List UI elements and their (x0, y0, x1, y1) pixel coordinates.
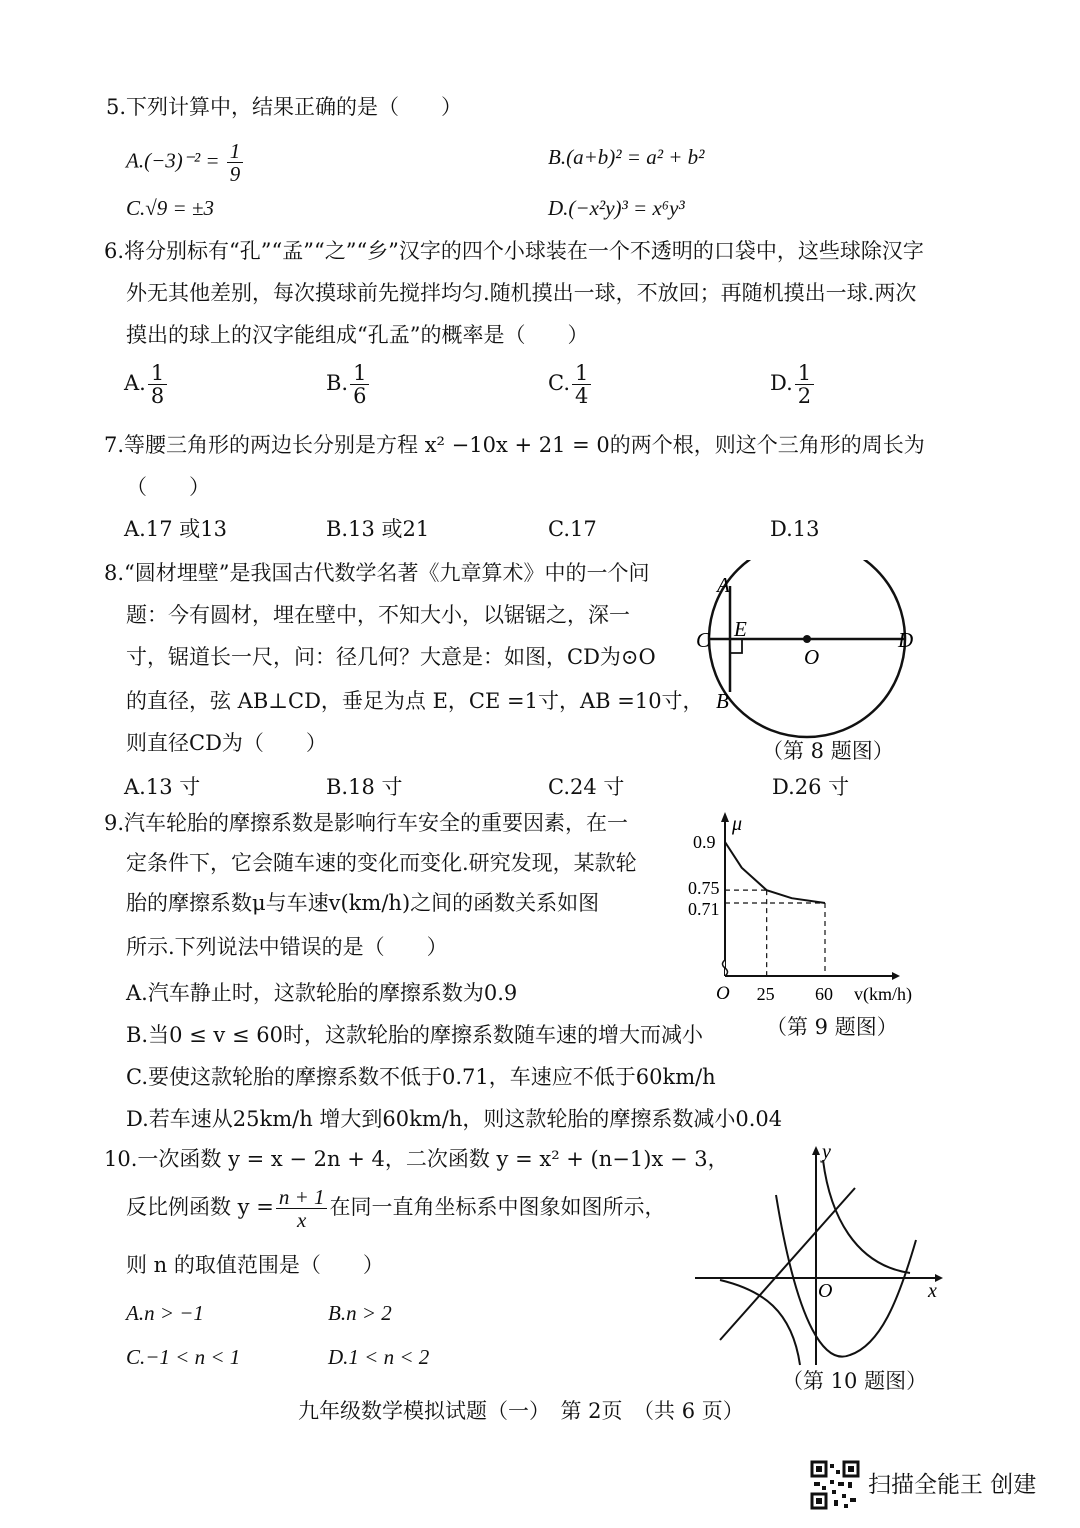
q9-y-label: μ (732, 813, 743, 835)
q10-fraction: $\frac{n + 1}{x}$ (276, 1186, 328, 1231)
q10-x-label: x (928, 1280, 937, 1302)
q9-ytick-071: 0.71 (688, 899, 720, 919)
q6-option-c: C. $\frac{1}{4}$ (548, 362, 593, 407)
q8-caption: （第 8 题图） (762, 739, 894, 763)
q9-ytick-075: 0.75 (688, 878, 720, 899)
q6-line1: 6.将分别标有“孔”“孟”“之”“乡”汉字的四个小球装在一个不透明的口袋中，这些球除汉字 (104, 239, 924, 263)
q5-option-a: A.(−3)⁻² = $\frac{1}{9}$ (126, 140, 245, 185)
q5-stem: 5.下列计算中，结果正确的是（ ） (106, 95, 463, 119)
q10-hyperbola-branch-2 (720, 1280, 800, 1365)
q8-right-angle-mark (730, 639, 742, 653)
q5-option-b: B.(a+b)² = a² + b² (548, 145, 705, 169)
q8-option-c: C.24 寸 (548, 775, 625, 799)
q8-line3: 寸，锯道长一尺，问：径几何？大意是：如图，CD为⊙O (126, 645, 656, 669)
q9-axis-break (723, 960, 728, 976)
q8-line1: 8.“圆材埋壁”是我国古代数学名著《九章算术》中的一个问 (104, 561, 650, 585)
q9-y-axis-arrow (721, 812, 729, 822)
q9-option-c: C.要使这款轮胎的摩擦系数不低于0.71，车速应不低于60km/h (126, 1065, 716, 1089)
q8-label-d: D (898, 628, 914, 652)
q9-xtick-25: 25 (756, 984, 775, 1004)
q8-line2: 题：今有圆材，埋在壁中，不知大小，以锯锯之，深一 (126, 603, 630, 627)
q7-option-c: C.17 (548, 517, 597, 541)
q8-option-d: D.26 寸 (772, 775, 850, 799)
q9-option-a: A.汽车静止时，这款轮胎的摩擦系数为0.9 (126, 981, 518, 1005)
q9-xtick-60: 60 (815, 984, 833, 1004)
q6-option-a: A. $\frac{1}{8}$ (124, 362, 169, 407)
q8-circle-figure (690, 560, 930, 765)
q9-line2: 定条件下，它会随车速的变化而变化.研究发现，某款轮 (126, 851, 637, 875)
q7-option-a: A.17 或13 (124, 517, 227, 541)
q9-ytick-09: 0.9 (693, 832, 716, 852)
q7-option-d: D.13 (770, 517, 820, 541)
q10-hyperbola-branch-1 (823, 1160, 910, 1273)
qr-code-icon (810, 1460, 860, 1510)
q9-x-axis-arrow (892, 972, 900, 980)
q10-option-d: D.1 < n < 2 (328, 1345, 430, 1369)
page-footer: 九年级数学模拟试题（一） 第 2页 （共 6 页） (298, 1399, 744, 1423)
q10-line3: 则 n 的取值范围是（ ） (126, 1253, 384, 1277)
q5-option-c: C.√9 = ±3 (126, 196, 214, 220)
q8-label-o: O (804, 645, 820, 669)
q8-label-b: B (716, 689, 729, 713)
q9-line4: 所示.下列说法中错误的是（ ） (126, 935, 448, 959)
q8-line4: 的直径，弦 AB⊥CD，垂足为点 E，CE =1寸，AB =10寸， (126, 689, 704, 713)
q9-option-b: B.当0 ≤ v ≤ 60时，这款轮胎的摩擦系数随车速的增大而减小 (126, 1023, 703, 1047)
q8-label-c: C (696, 628, 711, 652)
q10-option-b: B.n > 2 (328, 1301, 392, 1325)
q10-function-graph (690, 1140, 950, 1370)
q10-y-label: y (822, 1141, 831, 1163)
q9-curve (725, 842, 825, 903)
q10-y-axis-arrow (812, 1146, 820, 1155)
q6-line2: 外无其他差别，每次摸球前先搅拌均匀.随机摸出一球，不放回；再随机摸出一球.两次 (126, 281, 917, 305)
q8-center-dot (803, 635, 811, 643)
q8-option-a: A.13 寸 (124, 775, 201, 799)
q6-option-d: D. $\frac{1}{2}$ (770, 362, 816, 407)
q10-line1: 10.一次函数 y = x − 2n + 4，二次函数 y = x² + (n−1)x − 3， (104, 1147, 729, 1171)
q9-friction-chart (680, 800, 940, 1010)
q10-line-graph (720, 1188, 855, 1340)
q8-line5: 则直径CD为（ ） (126, 731, 327, 755)
q10-option-a: A.n > −1 (126, 1301, 204, 1325)
q6-line3: 摸出的球上的汉字能组成“孔孟”的概率是（ ） (126, 323, 589, 347)
q10-caption: （第 10 题图） (782, 1369, 928, 1393)
q7-line2: （ ） (126, 475, 210, 499)
scanner-watermark: 扫描全能王 创建 (868, 1472, 1037, 1498)
q9-line3: 胎的摩擦系数μ与车速v(km/h)之间的函数关系如图 (126, 891, 600, 915)
q6-option-b: B. $\frac{1}{6}$ (326, 362, 371, 407)
q9-line1: 9.汽车轮胎的摩擦系数是影响行车安全的重要因素，在一 (104, 811, 629, 835)
q8-option-b: B.18 寸 (326, 775, 403, 799)
q9-option-d: D.若车速从25km/h 增大到60km/h，则这款轮胎的摩擦系数减小0.04 (126, 1107, 783, 1131)
q7-line1: 7.等腰三角形的两边长分别是方程 x² −10x + 21 = 0的两个根，则这个三角形的周长为 (104, 433, 925, 457)
q10-parabola (776, 1195, 916, 1357)
q10-line2: 反比例函数 y = $\frac{n + 1}{x}$ 在同一直角坐标系中图象如图所示， (126, 1185, 666, 1232)
q5-a-fraction: $\frac{1}{9}$ (227, 140, 244, 185)
q10-option-c: C.−1 < n < 1 (126, 1345, 241, 1369)
q9-caption: （第 9 题图） (766, 1015, 898, 1039)
q10-origin: O (818, 1280, 833, 1302)
q9-x-label: v(km/h) (854, 984, 912, 1004)
q9-origin: O (716, 983, 730, 1004)
q7-option-b: B.13 或21 (326, 517, 430, 541)
q8-label-e: E (734, 617, 747, 641)
q8-label-a: A (717, 573, 730, 597)
q5-option-d: D.(−x²y)³ = x⁶y³ (548, 196, 685, 220)
